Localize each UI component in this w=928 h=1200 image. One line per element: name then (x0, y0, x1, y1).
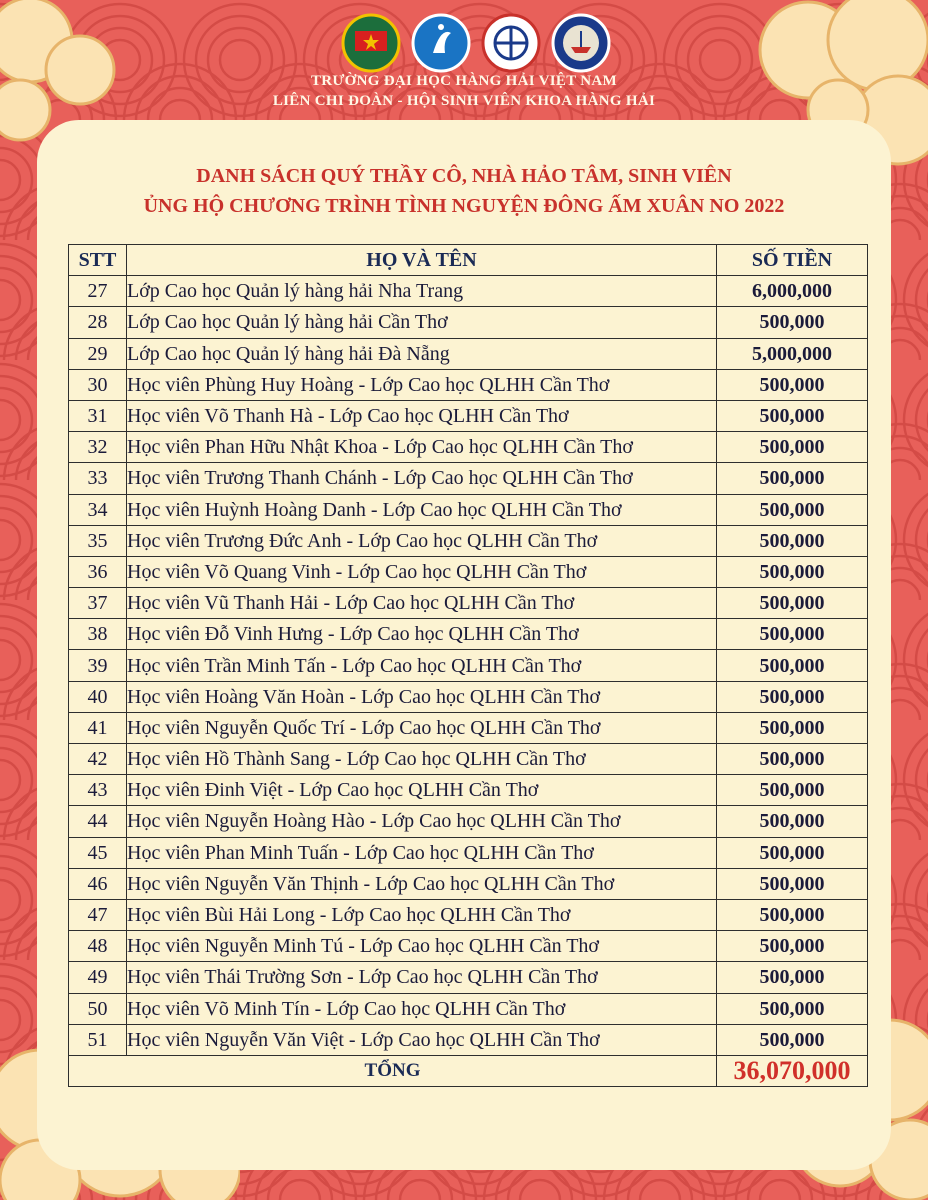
table-row (69, 1024, 868, 1055)
row-amount: 500,000 (717, 744, 868, 775)
row-name: Học viên Phùng Huy Hoàng - Lớp Cao học QLHH Cần Thơ (127, 369, 717, 400)
table-row (69, 899, 868, 930)
row-name: Học viên Phan Hữu Nhật Khoa - Lớp Cao học QLHH Cần Thơ (127, 432, 717, 463)
row-name: Học viên Vũ Thanh Hải - Lớp Cao học QLHH Cần Thơ (127, 588, 717, 619)
row-stt: 47 (69, 899, 127, 930)
table-row (69, 681, 868, 712)
table-row (69, 806, 868, 837)
row-amount: 500,000 (717, 962, 868, 993)
row-name: Học viên Võ Thanh Hà - Lớp Cao học QLHH Cần Thơ (127, 400, 717, 431)
row-stt: 40 (69, 681, 127, 712)
table-row (69, 588, 868, 619)
row-stt: 33 (69, 463, 127, 494)
row-amount: 500,000 (717, 369, 868, 400)
row-stt: 36 (69, 556, 127, 587)
table-row (69, 463, 868, 494)
row-name: Học viên Trương Thanh Chánh - Lớp Cao học QLHH Cần Thơ (127, 463, 717, 494)
row-stt: 28 (69, 307, 127, 338)
table-row (69, 993, 868, 1024)
row-name: Học viên Nguyễn Quốc Trí - Lớp Cao học QLHH Cần Thơ (127, 712, 717, 743)
row-amount: 500,000 (717, 432, 868, 463)
logo-row (340, 12, 612, 74)
total-row (69, 1055, 868, 1086)
row-stt: 38 (69, 619, 127, 650)
row-name: Học viên Võ Quang Vinh - Lớp Cao học QLHH Cần Thơ (127, 556, 717, 587)
row-amount: 500,000 (717, 307, 868, 338)
row-name: Học viên Trương Đức Anh - Lớp Cao học QLHH Cần Thơ (127, 525, 717, 556)
row-name: Học viên Võ Minh Tín - Lớp Cao học QLHH Cần Thơ (127, 993, 717, 1024)
row-stt: 34 (69, 494, 127, 525)
row-name: Học viên Nguyễn Văn Việt - Lớp Cao học QLHH Cần Thơ (127, 1024, 717, 1055)
row-amount: 500,000 (717, 588, 868, 619)
table-row (69, 338, 868, 369)
row-amount: 500,000 (717, 681, 868, 712)
row-amount: 500,000 (717, 775, 868, 806)
row-stt: 31 (69, 400, 127, 431)
row-stt: 30 (69, 369, 127, 400)
table-row (69, 744, 868, 775)
row-amount: 500,000 (717, 619, 868, 650)
table-row (69, 432, 868, 463)
table-row (69, 837, 868, 868)
row-name: Lớp Cao học Quản lý hàng hải Nha Trang (127, 276, 717, 307)
row-stt: 51 (69, 1024, 127, 1055)
donor-table (68, 244, 868, 1087)
page-title-line-2: ỦNG HỘ CHƯƠNG TRÌNH TÌNH NGUYỆN ĐÔNG ẤM XUÂN NO 2022 (143, 195, 785, 217)
row-amount: 500,000 (717, 806, 868, 837)
row-stt: 43 (69, 775, 127, 806)
table-row (69, 494, 868, 525)
maritime-university-logo (480, 12, 542, 74)
row-name: Học viên Bùi Hải Long - Lớp Cao học QLHH Cần Thơ (127, 899, 717, 930)
table-row (69, 369, 868, 400)
row-name: Lớp Cao học Quản lý hàng hải Đà Nẵng (127, 338, 717, 369)
row-name: Học viên Thái Trường Sơn - Lớp Cao học QLHH Cần Thơ (127, 962, 717, 993)
row-stt: 44 (69, 806, 127, 837)
table-row (69, 650, 868, 681)
row-stt: 39 (69, 650, 127, 681)
table-row (69, 962, 868, 993)
row-name: Học viên Hồ Thành Sang - Lớp Cao học QLHH Cần Thơ (127, 744, 717, 775)
table-row (69, 556, 868, 587)
row-amount: 500,000 (717, 931, 868, 962)
unit-name: LIÊN CHI ĐOÀN - HỘI SINH VIÊN KHOA HÀNG HẢI (272, 93, 656, 109)
row-stt: 41 (69, 712, 127, 743)
row-amount: 500,000 (717, 712, 868, 743)
row-amount: 5,000,000 (717, 338, 868, 369)
row-amount: 500,000 (717, 1024, 868, 1055)
row-stt: 46 (69, 868, 127, 899)
table-row (69, 400, 868, 431)
row-amount: 500,000 (717, 899, 868, 930)
row-name: Học viên Huỳnh Hoàng Danh - Lớp Cao học QLHH Cần Thơ (127, 494, 717, 525)
column-header-stt: STT (69, 245, 127, 276)
row-amount: 500,000 (717, 463, 868, 494)
row-name: Học viên Hoàng Văn Hoàn - Lớp Cao học QLHH Cần Thơ (127, 681, 717, 712)
total-label: TỔNG (69, 1055, 717, 1086)
column-header-amount: SỐ TIỀN (717, 245, 868, 276)
row-amount: 500,000 (717, 400, 868, 431)
row-name: Học viên Trần Minh Tấn - Lớp Cao học QLHH Cần Thơ (127, 650, 717, 681)
row-name: Lớp Cao học Quản lý hàng hải Cần Thơ (127, 307, 717, 338)
table-header-row (69, 245, 868, 276)
row-stt: 49 (69, 962, 127, 993)
row-stt: 42 (69, 744, 127, 775)
row-amount: 6,000,000 (717, 276, 868, 307)
row-name: Học viên Nguyễn Minh Tú - Lớp Cao học QLHH Cần Thơ (127, 931, 717, 962)
row-name: Học viên Nguyễn Văn Thịnh - Lớp Cao học QLHH Cần Thơ (127, 868, 717, 899)
row-name: Học viên Nguyễn Hoàng Hào - Lớp Cao học QLHH Cần Thơ (127, 806, 717, 837)
table-row (69, 775, 868, 806)
row-stt: 27 (69, 276, 127, 307)
table-row (69, 712, 868, 743)
row-name: Học viên Đinh Việt - Lớp Cao học QLHH Cần Thơ (127, 775, 717, 806)
row-amount: 500,000 (717, 556, 868, 587)
youth-union-logo (340, 12, 402, 74)
table-row (69, 619, 868, 650)
row-stt: 50 (69, 993, 127, 1024)
total-amount: 36,070,000 (717, 1055, 868, 1086)
table-row (69, 276, 868, 307)
row-amount: 500,000 (717, 650, 868, 681)
row-amount: 500,000 (717, 837, 868, 868)
donor-rows (69, 276, 868, 1056)
row-stt: 48 (69, 931, 127, 962)
column-header-name: HỌ VÀ TÊN (127, 245, 717, 276)
row-amount: 500,000 (717, 868, 868, 899)
row-stt: 32 (69, 432, 127, 463)
maritime-faculty-logo (550, 12, 612, 74)
table-row (69, 525, 868, 556)
student-association-logo (410, 12, 472, 74)
school-name: TRƯỜNG ĐẠI HỌC HÀNG HẢI VIỆT NAM (310, 73, 617, 89)
row-stt: 35 (69, 525, 127, 556)
row-stt: 29 (69, 338, 127, 369)
row-amount: 500,000 (717, 525, 868, 556)
row-name: Học viên Phan Minh Tuấn - Lớp Cao học QLHH Cần Thơ (127, 837, 717, 868)
table-row (69, 307, 868, 338)
table-row (69, 868, 868, 899)
row-amount: 500,000 (717, 993, 868, 1024)
row-stt: 37 (69, 588, 127, 619)
row-name: Học viên Đỗ Vinh Hưng - Lớp Cao học QLHH Cần Thơ (127, 619, 717, 650)
page-header (0, 0, 928, 120)
table-row (69, 931, 868, 962)
page-title-line-1: DANH SÁCH QUÝ THẦY CÔ, NHÀ HẢO TÂM, SINH VIÊN (196, 165, 732, 187)
row-stt: 45 (69, 837, 127, 868)
row-amount: 500,000 (717, 494, 868, 525)
